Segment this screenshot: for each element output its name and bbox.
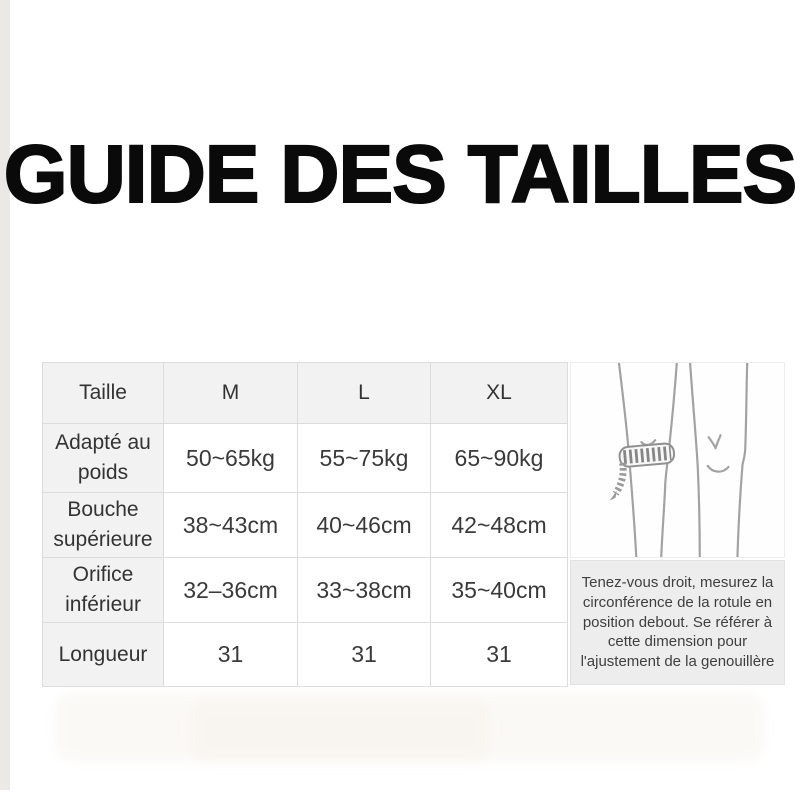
table-cell: 31 <box>298 623 431 687</box>
measurement-instructions: Tenez-vous droit, mesurez la circonférence de la rotule en position debout. Se référer à cette dimension pour l'ajustement de la genouillère <box>570 560 785 685</box>
col-header-l: L <box>298 363 431 424</box>
table-row <box>43 558 568 623</box>
table-cell: 42~48cm <box>431 493 568 558</box>
row-label-longueur: Longueur <box>43 623 164 687</box>
row-label-bouche: Bouche supérieure <box>43 493 164 558</box>
row-label-poids: Adapté au poids <box>43 424 164 493</box>
size-table <box>42 362 568 687</box>
table-row <box>43 424 568 493</box>
table-cell: 55~75kg <box>298 424 431 493</box>
left-edge-shadow <box>0 0 10 790</box>
table-cell: 40~46cm <box>298 493 431 558</box>
table-header-row <box>43 363 568 424</box>
col-header-taille: Taille <box>43 363 164 424</box>
col-header-m: M <box>164 363 298 424</box>
table-cell: 35~40cm <box>431 558 568 623</box>
knee-measurement-diagram <box>571 363 784 557</box>
table-cell: 32–36cm <box>164 558 298 623</box>
page-title: GUIDE DES TAILLES <box>3 129 797 220</box>
table-cell: 65~90kg <box>431 424 568 493</box>
tape-tail <box>610 463 623 501</box>
col-header-xl: XL <box>431 363 568 424</box>
row-label-orifice: Orifice inférieur <box>43 558 164 623</box>
table-cell: 31 <box>431 623 568 687</box>
right-leg <box>690 363 747 557</box>
table-cell: 38~43cm <box>164 493 298 558</box>
table-row <box>43 623 568 687</box>
measuring-tape-band <box>619 443 675 467</box>
background-watermark <box>190 700 490 762</box>
knee-measurement-illustration <box>570 362 785 558</box>
table-cell: 33~38cm <box>298 558 431 623</box>
table-row <box>43 493 568 558</box>
table-cell: 50~65kg <box>164 424 298 493</box>
table-cell: 31 <box>164 623 298 687</box>
